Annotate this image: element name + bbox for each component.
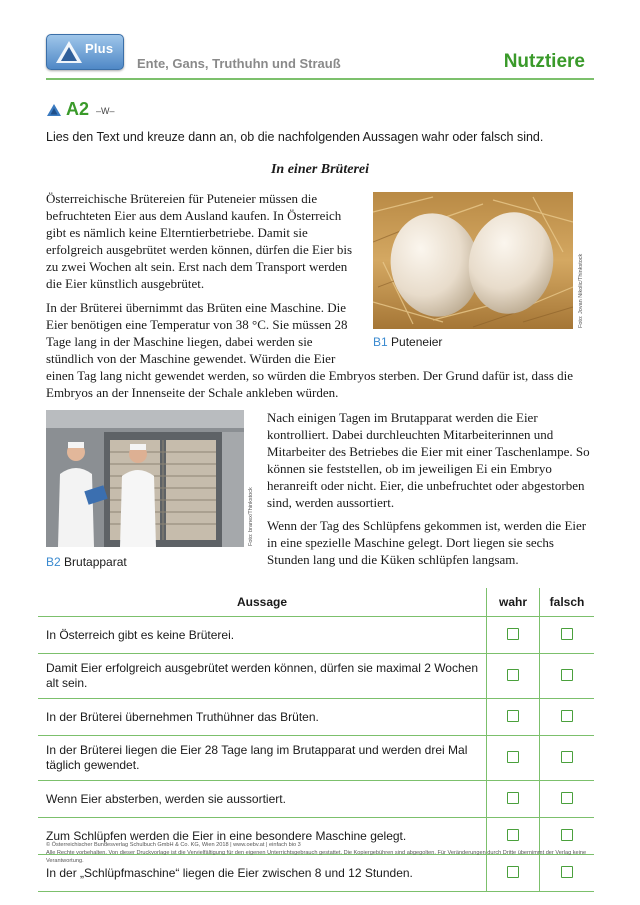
article-title: In einer Brüterei bbox=[270, 162, 369, 177]
task-triangle-icon bbox=[47, 104, 61, 116]
logo-label: Plus bbox=[85, 41, 114, 56]
statement-text: In der „Schlüpfmaschine“ liegen die Eier zwischen 8 und 12 Stunden. bbox=[38, 855, 487, 892]
figure-label-b1: Puteneier bbox=[391, 335, 443, 349]
false-checkbox[interactable] bbox=[561, 866, 573, 878]
header-topic: Ente, Gans, Truthuhn und Strauß bbox=[137, 56, 341, 71]
false-checkbox[interactable] bbox=[561, 628, 573, 640]
figure-caption-b1 bbox=[373, 335, 442, 349]
statement-text: Zum Schlüpfen werden die Eier in eine besondere Maschine gelegt. bbox=[38, 818, 487, 855]
figure-caption-b2 bbox=[46, 555, 127, 569]
article-paragraph-2: In der Brüterei übernimmt das Brüten eine Maschine. Die Eier benötigen eine Temperatur von 38 °C. Sie müssen 28 Tage lang in der Maschine liegen, dabei werden sie stündlich von der Maschine gewendet. Würden die Eier bbox=[46, 300, 348, 366]
header-false: falsch bbox=[540, 588, 595, 617]
footer bbox=[46, 841, 594, 865]
footer-rights: Alle Rechte vorbehalten. Von dieser Druckvorlage ist die Vervielfältigung für den eigenen Unterrichtsgebrauch gestattet. Die Kopiergebühren sind abgegolten. Für Veränderungen durch Dritte übernimmt der Verlag keine Verantwortung. bbox=[46, 850, 587, 864]
task-number: A2 bbox=[66, 99, 90, 119]
triangle-logo-icon bbox=[55, 40, 83, 64]
true-checkbox[interactable] bbox=[507, 669, 519, 681]
false-checkbox[interactable] bbox=[561, 669, 573, 681]
table-row bbox=[38, 617, 594, 654]
header-true: wahr bbox=[487, 588, 540, 617]
true-checkbox[interactable] bbox=[507, 751, 519, 763]
statement-text: Damit Eier erfolgreich ausgebrütet werden können, dürfen sie maximal 2 Wochen alt sein. bbox=[38, 654, 487, 699]
header-category: Nutztiere bbox=[503, 51, 585, 72]
photo-credit-b1: Foto: Jovan Nikolic/Thinkstock bbox=[578, 253, 584, 328]
false-checkbox[interactable] bbox=[561, 829, 573, 841]
figure-number-b1: B1 bbox=[373, 335, 388, 349]
false-checkbox[interactable] bbox=[561, 710, 573, 722]
statement-text: In der Brüterei liegen die Eier 28 Tage lang im Brutapparat und werden drei Mal täglich gewendet. bbox=[38, 736, 487, 781]
true-checkbox[interactable] bbox=[507, 710, 519, 722]
statement-text: In der Brüterei übernehmen Truthühner das Brüten. bbox=[38, 699, 487, 736]
table-row bbox=[38, 654, 594, 699]
table-header-row bbox=[38, 588, 594, 617]
table-row bbox=[38, 699, 594, 736]
photo-credit-b2: Foto: branex/Thinkstock bbox=[248, 487, 254, 546]
table-row bbox=[38, 781, 594, 818]
statement-text: Wenn Eier absterben, werden sie aussortiert. bbox=[38, 781, 487, 818]
task-instruction: Lies den Text und kreuze dann an, ob die nachfolgenden Aussagen wahr oder falsch sind. bbox=[46, 130, 544, 144]
task-level: –W– bbox=[96, 106, 115, 116]
publisher-logo bbox=[46, 34, 124, 70]
article-paragraph-2-continued: einen Tag lang nicht gewendet werden, so würden die Embryos sterben. Der Grund dafür ist, dass die Embryos an der Innenseite der Schale ankleben würden. bbox=[46, 368, 574, 400]
true-checkbox[interactable] bbox=[507, 628, 519, 640]
true-checkbox[interactable] bbox=[507, 829, 519, 841]
article-paragraph-4: Wenn der Tag des Schlüpfens gekommen ist, werden die Eier in eine spezielle Maschine gelegt. Dort liegen sie sechs Stunden lang und die Küken schlüpfen langsam. bbox=[267, 518, 587, 567]
true-checkbox[interactable] bbox=[507, 866, 519, 878]
figure-number-b2: B2 bbox=[46, 555, 61, 569]
true-checkbox[interactable] bbox=[507, 792, 519, 804]
header-statement: Aussage bbox=[38, 588, 487, 617]
article-paragraph-1: Österreichische Brütereien für Puteneier müssen die befruchteten Eier aus dem Ausland kaufen. In Österreich gibt es nämlich keine Elterntierbetriebe. Damit sie erfolgreich ausgebrütet werden können, dürfen die Eier bis zu zwei Wochen alt sein. Erst nach dem Transport werden die Eier künstlich ausgebrütet. bbox=[46, 191, 353, 291]
false-checkbox[interactable] bbox=[561, 751, 573, 763]
statement-text: In Österreich gibt es keine Brüterei. bbox=[38, 617, 487, 654]
false-checkbox[interactable] bbox=[561, 792, 573, 804]
article-paragraph-3: Nach einigen Tagen im Brutapparat werden die Eier kontrolliert. Dabei durchleuchten Mitarbeiterinnen und Mitarbeiter des Betriebes die Eier mit einer Taschenlampe. So können sie feststellen, ob im jeweiligen Ei ein Embryo heranreift oder nicht. Eier, die unbefruchtet oder abgestorben sind, werden aussortiert. bbox=[267, 410, 590, 510]
table-row bbox=[38, 736, 594, 781]
figure-label-b2: Brutapparat bbox=[64, 555, 127, 569]
turkey-eggs-photo bbox=[373, 192, 573, 329]
header-divider bbox=[46, 78, 594, 80]
footer-copyright: © Österreichischer Bundesverlag Schulbuch GmbH & Co. KG, Wien 2018 | www.oebv.at | einfach bio 3 bbox=[46, 842, 301, 848]
incubator-photo bbox=[46, 410, 244, 547]
